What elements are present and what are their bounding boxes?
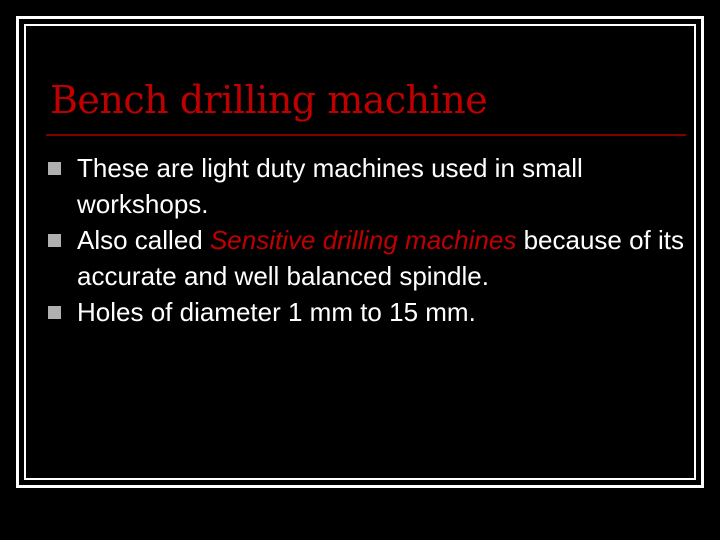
title-underline-rule (46, 134, 686, 136)
bullet-text-2-suffix: because of its accurate and well balanced spindle. (77, 225, 684, 291)
bullet-text-1: These are light duty machines used in small workshops. (77, 153, 583, 219)
bullet-item-2 (48, 222, 688, 294)
slide-title: Bench drilling machine (50, 78, 488, 122)
highlighted-term: Sensitive drilling machines (209, 225, 517, 255)
bullet-text-2-prefix: Also called (77, 225, 210, 255)
square-bullet-icon (48, 306, 61, 319)
square-bullet-icon (48, 234, 61, 247)
bullet-text-3: Holes of diameter 1 mm to 15 mm. (77, 297, 476, 327)
bullet-item-3 (48, 294, 688, 330)
bullet-list (48, 150, 688, 330)
square-bullet-icon (48, 162, 61, 175)
bullet-item-1 (48, 150, 688, 222)
